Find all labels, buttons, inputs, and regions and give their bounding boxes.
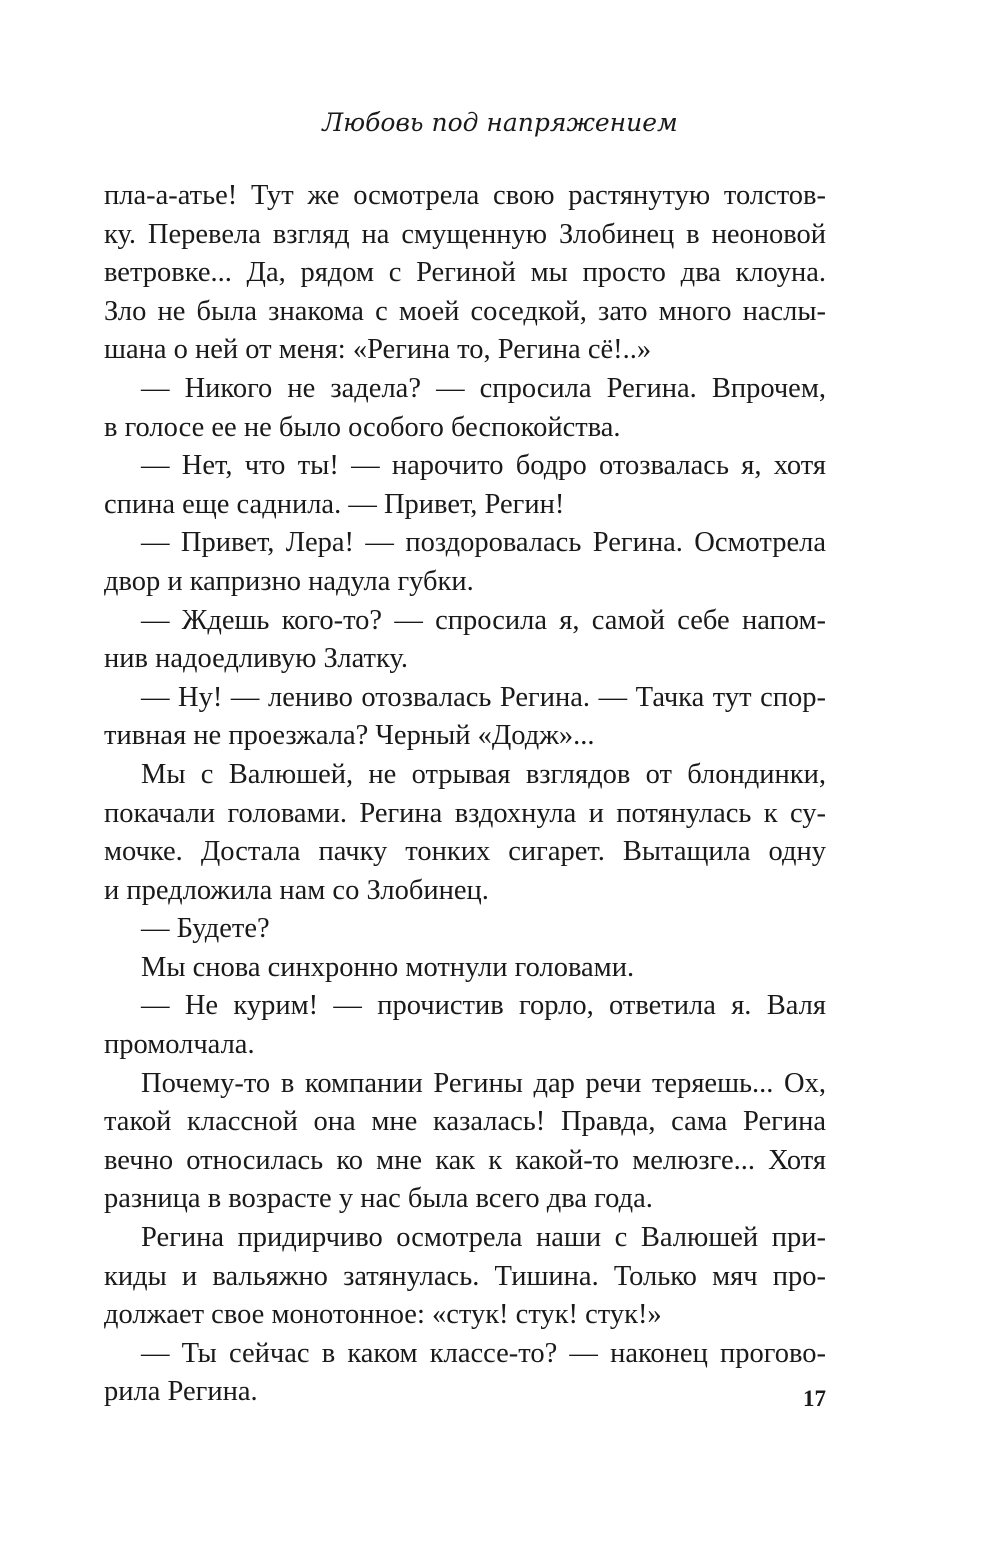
text-line: ветровке... Да, рядом с Региной мы просто два клоуна. (104, 257, 826, 289)
text-line: Регина придирчиво осмотрела наши с Валюшей при- (141, 1222, 826, 1254)
text-line: нив надоедливую Златку. (104, 643, 408, 675)
text-line: мочке. Достала пачку тонких сигарет. Вытащила одну (104, 836, 826, 868)
text-line: — Привет, Лера! — поздоровалась Регина. Осмотрела (141, 527, 826, 559)
text-line: и предложила нам со Злобинец. (104, 874, 489, 906)
text-line: ку. Перевела взгляд на смущенную Злобинец в неоновой (104, 218, 826, 250)
text-line: Почему-то в компании Регины дар речи теряешь... Ох, (141, 1067, 826, 1099)
text-line: — Нет, что ты! — нарочито бодро отозвалась я, хотя (141, 450, 826, 482)
text-line: Мы снова синхронно мотнули головами. (141, 951, 635, 983)
text-line: спина еще саднила. — Привет, Регин! (104, 488, 565, 520)
page-number: 17 (803, 1386, 826, 1411)
text-line: рила Регина. (104, 1376, 258, 1408)
text-line: шана о ней от меня: «Регина то, Регина сё!..» (104, 334, 652, 366)
text-line: покачали головами. Регина вздохнула и потянулась к су- (104, 797, 826, 829)
text-line: такой классной она мне казалась! Правда, сама Регина (104, 1106, 826, 1138)
body-text (104, 177, 826, 1412)
text-line: в голосе ее не было особого беспокойства. (104, 411, 621, 443)
text-line: промолчала. (104, 1029, 255, 1061)
text-line: Мы с Валюшей, не отрывая взглядов от блондинки, (141, 758, 826, 790)
text-line: — Ты сейчас в каком классе-то? — наконец прогово- (141, 1337, 826, 1369)
text-line: — Ждешь кого-то? — спросила я, самой себе напом- (141, 604, 826, 636)
text-line: разница в возрасте у нас была всего два года. (104, 1183, 653, 1215)
text-line: — Будете? (141, 913, 270, 945)
text-line: Зло не была знакома с моей соседкой, зато много наслы- (104, 295, 826, 327)
text-line: киды и вальяжно затянулась. Тишина. Только мяч про- (104, 1260, 826, 1292)
text-line: — Ну! — лениво отозвалась Регина. — Тачка тут спор- (141, 681, 826, 713)
text-line: — Никого не задела? — спросила Регина. Впрочем, (141, 372, 826, 404)
text-line: пла-а-атье! Тут же осмотрела свою растянутую толстов- (104, 180, 826, 211)
text-line: — Не курим! — прочистив горло, ответила я. Валя (141, 990, 826, 1022)
text-line: двор и капризно надула губки. (104, 565, 474, 597)
running-title: Любовь под напряжением (322, 108, 678, 137)
text-line: должает свое монотонное: «стук! стук! стук!» (104, 1299, 662, 1331)
text-line: тивная не проезжала? Черный «Додж»... (104, 720, 595, 752)
text-line: вечно относилась ко мне как к какой-то мелюзге... Хотя (104, 1144, 826, 1176)
